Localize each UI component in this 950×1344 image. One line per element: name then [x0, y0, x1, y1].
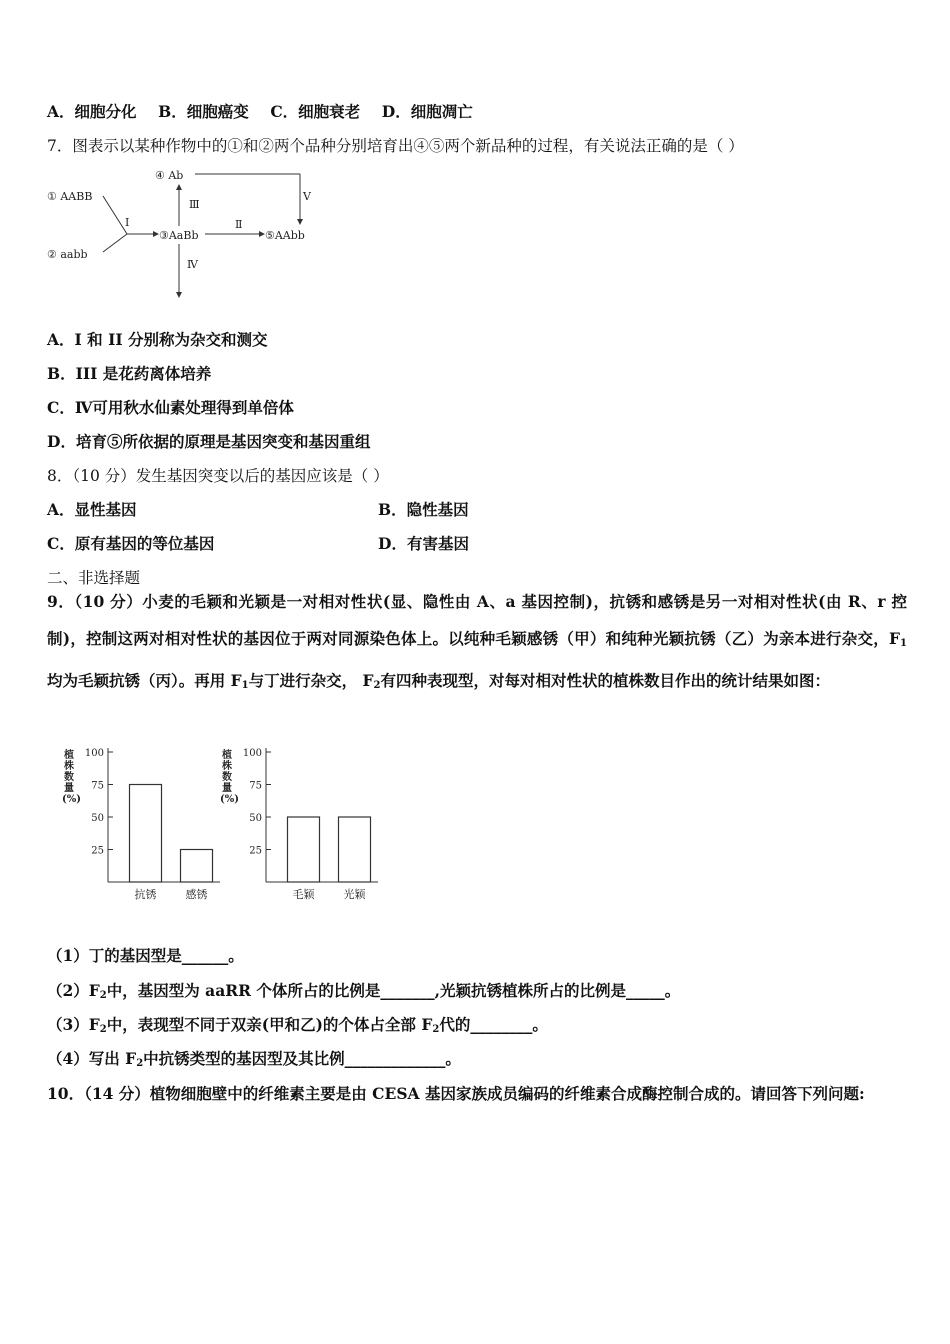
q9-q3-sub: 2: [99, 1024, 107, 1035]
glume-hair-chart: [218, 742, 388, 906]
chart-1-tick-label-50: 50: [91, 813, 104, 824]
chart-2-category-0: 毛颖: [292, 888, 315, 901]
q6-options: [47, 102, 473, 122]
q9-sub-3: 2: [373, 680, 381, 691]
step-1-label: Ⅰ: [125, 216, 130, 229]
q10-stem: 10．（14 分）植物细胞壁中的纤维素主要是由 CESA 基因家族成员编码的纤维素合成酶控制合成的。请回答下列问题:: [47, 1084, 865, 1103]
chart-2-tick-label-100: 100: [242, 748, 262, 759]
q9-q3-text-b: 代的________。: [439, 1015, 548, 1034]
chart-1-tick-label-75: 75: [91, 780, 104, 792]
chart-2-tick-label-50: 50: [249, 813, 262, 824]
node-4-ab: ④ Ab: [155, 169, 184, 182]
rust-resistance-chart: [60, 742, 230, 906]
node-1-aabb: ① AABB: [47, 190, 93, 203]
q9-sub-1: 1: [900, 638, 907, 649]
q9-q2-text: 中，基因型为 aaRR 个体所占的比例是_______,光颖抗锈植株所占的比例是_____。: [106, 981, 681, 1000]
q9-q3-text: 中，表现型不同于双亲(甲和乙)的个体占全部 F: [106, 1015, 433, 1034]
q9-sub-question-1: （1）丁的基因型是______。: [47, 946, 244, 965]
chart-2-bar-0: [288, 817, 320, 882]
q7-stem: 7．图表示以某种作物中的①和②两个品种分别培育出④⑤两个新品种的过程，有关说法正确的是（ ）: [47, 137, 744, 155]
step-4-label: Ⅳ: [187, 258, 198, 271]
node-5-aabb: ⑤AAbb: [265, 229, 305, 242]
chart-1-category-0: 抗锈: [134, 888, 157, 901]
q8-option-b: B．隐性基因: [378, 500, 469, 519]
q6-option-b: B．细胞癌变: [158, 102, 249, 121]
step-2-label: Ⅱ: [235, 218, 243, 231]
q6-option-c: C．细胞衰老: [270, 102, 361, 121]
chart-1-category-1: 感锈: [185, 888, 208, 901]
q9-sub-2: 1: [241, 680, 249, 691]
q9-q2-prefix: （2）F: [47, 981, 100, 1000]
q7-option-a: A．I 和 II 分别称为杂交和测交: [47, 330, 268, 349]
q8-stem: 8．（10 分）发生基因突变以后的基因应该是（ ）: [47, 467, 389, 485]
q9-q4-prefix: （4）写出 F: [47, 1049, 137, 1068]
chart-1-bar-0: [130, 785, 162, 883]
q8-option-d: D．有害基因: [378, 534, 469, 553]
q9-text-1: 9．（10 分）小麦的毛颖和光颖是一对相对性状(显、隐性由 A、a 基因控制)，抗锈和感锈是另一对相对性状(由 R、r 控制)，控制这两对相对性状的基因位于两对同源染色体上。以纯种毛颖感锈（甲）和纯种光颖抗锈（乙）为亲本进行杂交，F: [47, 592, 907, 648]
q8-option-c: C．原有基因的等位基因: [47, 534, 215, 553]
q9-q4-sub: 2: [136, 1058, 144, 1069]
q9-q3-prefix: （3）F: [47, 1015, 100, 1034]
q6-option-d: D．细胞凋亡: [381, 102, 473, 121]
q9-q2-sub: 2: [99, 990, 107, 1001]
chart-2-bar-1: [339, 817, 371, 882]
chart-1-tick-label-25: 25: [91, 845, 104, 857]
chart-2-tick-label-25: 25: [249, 845, 262, 857]
step-5-label: Ⅴ: [303, 190, 311, 203]
chart-1-tick-label-100: 100: [84, 748, 104, 759]
q7-option-c: C．Ⅳ可用秋水仙素处理得到单倍体: [47, 398, 294, 417]
chart-2-category-1: 光颖: [343, 888, 366, 901]
breeding-diagram: [45, 164, 325, 298]
q9-text-2: 均为毛颖抗锈（丙）。再用 F: [47, 671, 242, 690]
q8-option-a: A．显性基因: [47, 500, 137, 519]
q9-q3-sub-b: 2: [432, 1024, 440, 1035]
q9-q4-text: 中抗锈类型的基因型及其比例_____________。: [143, 1049, 461, 1068]
q9-sub-question-3: [47, 1015, 548, 1040]
q9-sub-question-2: [47, 981, 680, 1006]
q6-option-a: A．细胞分化: [47, 102, 137, 121]
q7-option-d: D．培育⑤所依据的原理是基因突变和基因重组: [47, 432, 371, 451]
step-3-label: Ⅲ: [189, 198, 200, 211]
q9-text-4: 有四种表现型，对每对相对性状的植株数目作出的统计结果如图：: [380, 671, 831, 690]
node-3-aabb: ③AaBb: [159, 229, 199, 242]
section-heading: 二、非选择题: [47, 569, 141, 587]
chart-2-ylabel: 植株数量(%): [220, 750, 239, 805]
chart-2-tick-label-75: 75: [249, 780, 262, 792]
node-2-aabb: ② aabb: [47, 248, 88, 261]
q9-sub-question-4: [47, 1049, 461, 1074]
chart-1-bar-1: [181, 850, 213, 883]
q9-text-3: 与丁进行杂交， F: [248, 671, 374, 690]
chart-1-ylabel: 植株数量(%): [62, 750, 81, 805]
q9-stem: [47, 583, 907, 704]
q7-option-b: B．III 是花药离体培养: [47, 364, 212, 383]
